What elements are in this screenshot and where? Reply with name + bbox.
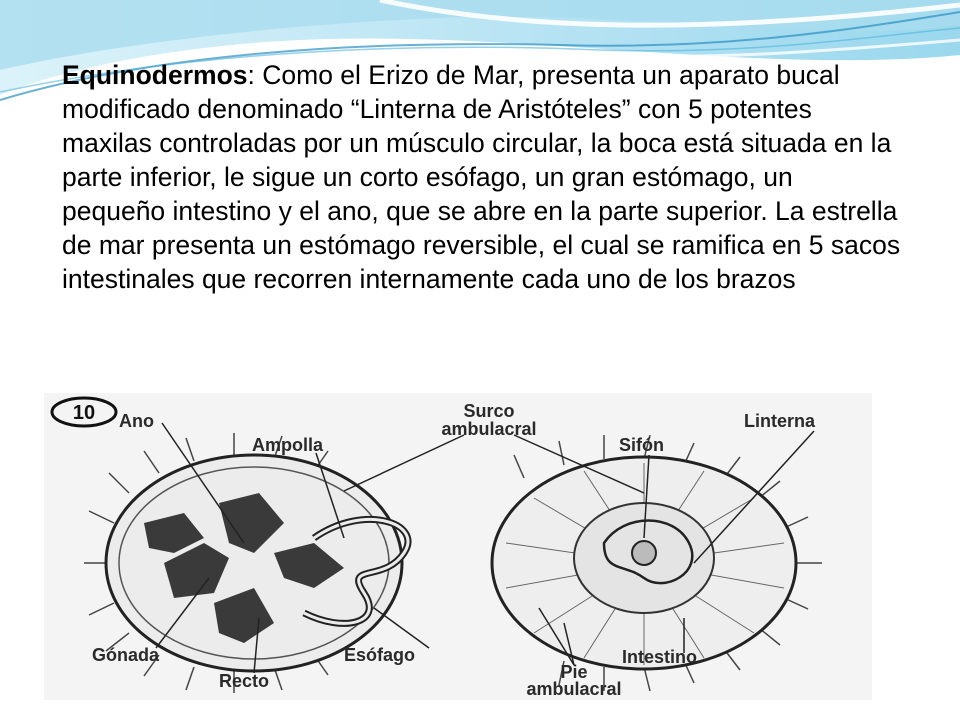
sea-urchin-diagram (44, 393, 872, 700)
label-intestino: Intestino (622, 647, 697, 667)
label-surco: Surco (463, 401, 515, 421)
left-body-outline (106, 455, 402, 671)
label-ambulacral-top: ambulacral (441, 419, 537, 439)
label-sifon: Sifón (619, 435, 664, 455)
label-pie: Pie (560, 662, 588, 682)
label-ampolla: Ampolla (252, 435, 324, 455)
label-recto: Recto (219, 671, 270, 691)
label-ambulacral-bottom: ambulacral (526, 679, 622, 699)
label-ano: Ano (119, 411, 154, 431)
term-equinodermos: Equinodermos (62, 60, 248, 90)
diagram-svg (44, 393, 872, 700)
figure-number: 10 (72, 402, 96, 424)
slide-body-text (62, 58, 902, 296)
label-esofago: Esófago (344, 645, 416, 665)
label-linterna: Linterna (744, 411, 816, 431)
label-gonada: Gónada (92, 645, 160, 665)
description-text: : Como el Erizo de Mar, presenta un aparato bucal modificado denominado “Linterna de Aristóteles” con 5 potentes maxilas controladas por un músculo circular, la boca está situada en la parte inferior, le sigue un corto esófago, un gran estómago, un pequeño intestino y el ano, que se abre en la parte superior. La estrella de mar presenta un estómago reversible, el cual se ramifica en 5 sacos intestinales que recorren internamente cada uno de los brazos (62, 60, 901, 294)
